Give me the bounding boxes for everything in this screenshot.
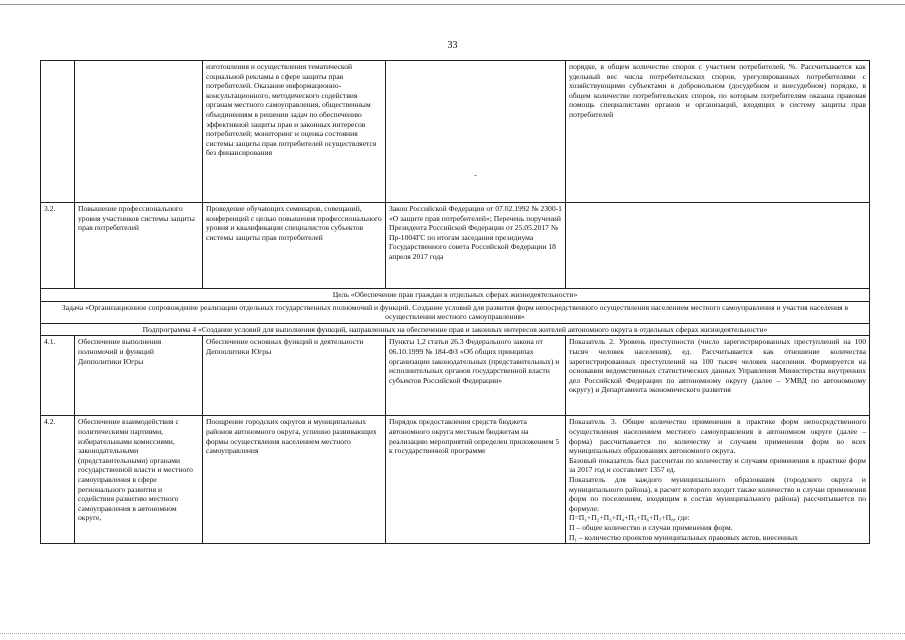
cell-indicator: Показатель 2. Уровень преступности (число зарегистрированных преступлений на 100 тысяч человек населения), ед. Рассчитывается как отношение количества зарегистрированных преступлений на 100 тысяч человек населения. Формируется на основании ведомственных статистических данных Управления Министерства внутренних дел Российской Федерации по автономному округу (далее – УМВД по автономному округу) и Департамента экономического развития [566, 336, 870, 416]
table-row-4-2 [41, 416, 870, 544]
task-heading: Задача «Организационное сопровождение реализации отдельных государственных полномочий и функций. Создание условий для развития форм непосредственного осуществления населением местного самоуправления и участия населения в осуществлении местного самоуправления» [41, 301, 870, 323]
dash-mark: - [474, 170, 477, 180]
indicator-paragraph: Показатель 3. Общее количество применения в практике форм непосредственного осуществления населением местного самоуправления в автономном округе (далее – форма) рассчитывается по количеству и случаям применения форм во всех муниципальных образованиях автономного округа. [569, 417, 866, 456]
cell-name: Обеспечение взаимодействия с политическими партиями, избирательными комиссиями, законодательными (представительными) органами государственной власти и местного самоуправления в сфере регионального развития и содействия развитию местного самоуправления в автономном округе, [75, 416, 203, 544]
cell-basis: Закон Российской Федерации от 07.02.1992 № 2300-1 «О защите прав потребителей»; Перечень поручений Президента Российской Федерации от 25.05.2017 № Пр-1004ГС по итогам заседания президиума Государственного совета Российской Федерации 18 апреля 2017 года [386, 203, 566, 289]
cell-basis: Порядок предоставления средств бюджета автономного округа местным бюджетам на реализацию мероприятий определен приложением 5 к государственной программе [386, 416, 566, 544]
table-row-subprogram [41, 323, 870, 336]
indicator-paragraph: П₁ – количество проектов муниципальных правовых актов, внесенных [569, 532, 798, 542]
scan-top-edge [0, 4, 905, 5]
cell-num: 4.2. [41, 416, 75, 544]
scan-bottom-edge [0, 633, 905, 634]
cell-content: Обеспечение основных функций и деятельности Депполитики Югры [203, 336, 386, 416]
cell-name: Повышение профессионального уровня участников системы защиты прав потребителей [75, 203, 203, 289]
cell-indicator [566, 203, 870, 289]
formula-line: П=П₁+П₂+П₃+П₄+П₅+П₆+П₇+П₈, где: [569, 513, 690, 523]
cell-num: 3.2. [41, 203, 75, 289]
indicator-paragraph: П – общее количество и случаи применения форм. [569, 522, 733, 532]
cell-content: Проведение обучающих семинаров, совещаний, конференций с целью повышения профессионального уровня и квалификации специалистов субъектов системы защиты прав потребителей [203, 203, 386, 289]
table-row-3-2 [41, 203, 870, 289]
table-row-goal [41, 289, 870, 302]
page-number: 33 [447, 40, 458, 51]
cell-name: Обеспечение выполнения полномочий и функций Депполитики Югры [75, 336, 203, 416]
table-row-task [41, 301, 870, 323]
cell-name [75, 61, 203, 203]
cell-indicator: порядке, в общем количестве споров с участием потребителей, %. Рассчитывается как удельный вес числа потребительских споров, урегулированных потребителями с хозяйствующими субъектами в добровольном (досудебном и внесудебном) порядке, в общем количестве потребительских споров, по которым потребителям оказана правовая помощь специалистами органов и организаций, входящих в систему защиты прав потребителей [566, 61, 870, 203]
goal-heading: Цель «Обеспечение прав граждан в отдельных сферах жизнедеятельности» [41, 289, 870, 302]
cell-basis [386, 61, 566, 203]
program-table [40, 60, 870, 544]
cell-indicator [566, 416, 870, 544]
cell-content: Поощрение городских округов и муниципальных районов автономного округа, успешно развивающих формы осуществления населением местного самоуправления [203, 416, 386, 544]
subprogram-heading: Подпрограмма 4 «Создание условий для выполнения функций, направленных на обеспечение прав и законных интересов жителей автономного округа в отдельных сферах жизнедеятельности» [41, 323, 870, 336]
cell-num [41, 61, 75, 203]
indicator-paragraph: Базовый показатель был рассчитан по количеству и случаям применения в практике форм за 2017 год и составляет 1357 ед. [569, 455, 866, 475]
table-row-4-1 [41, 336, 870, 416]
cell-num: 4.1. [41, 336, 75, 416]
table-row-continuation [41, 61, 870, 203]
cell-content: изготовления и осуществления тематической социальной рекламы в сфере защиты прав потребителей. Оказание информационно-консультационного, методического содействия органам местного самоуправления, общественным объединениям в решении задач по обеспечению эффективной защиты прав и законных интересов потребителей; мониторинг и оценка состояния системы защиты прав потребителей осуществляется без финансирования [203, 61, 386, 203]
indicator-paragraph: Показатель для каждого муниципального образования (городского округа и муниципального района), в расчет которого входит также количество и случаи применения форм по поселениям, входящим в состав муниципального района) рассчитывается по формуле: [569, 474, 866, 513]
cell-basis: Пункты 1,2 статьи 26.3 Федерального закона от 06.10.1999 № 184-ФЗ «Об общих принципах организации законодательных (представительных) и исполнительных органов государственной власти субъектов Российской Федерации» [386, 336, 566, 416]
